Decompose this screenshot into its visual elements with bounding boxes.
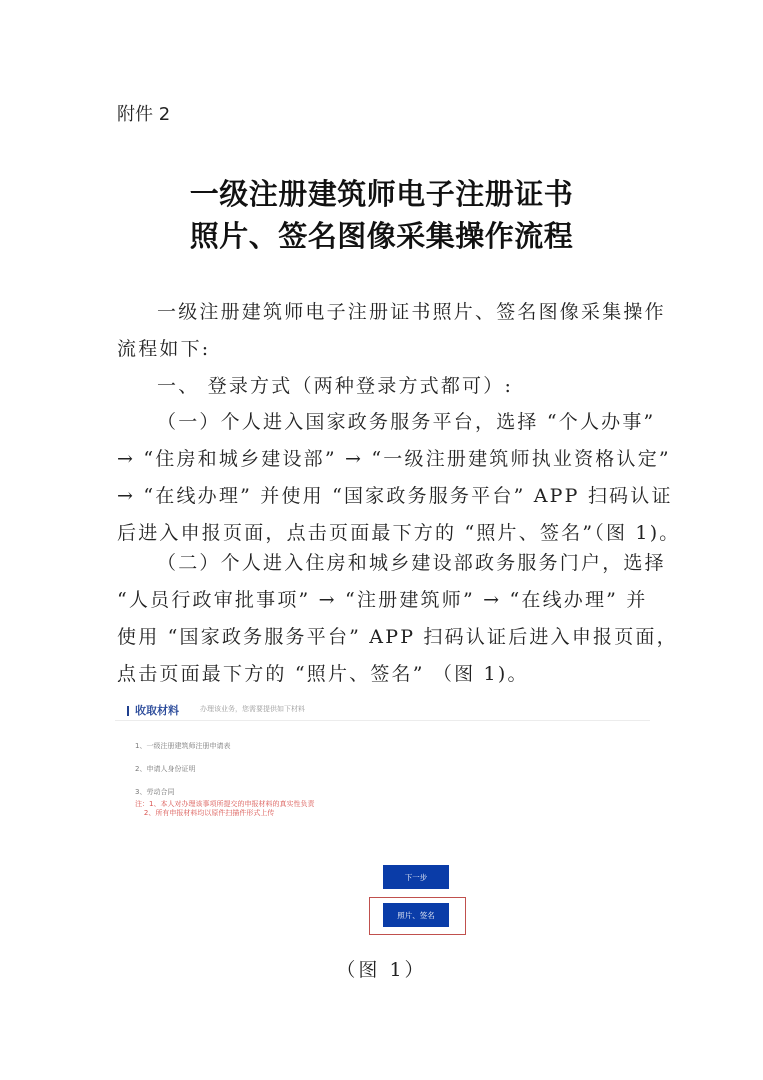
- material-item: 3、劳动合同: [135, 788, 175, 796]
- figure-caption: （图 1）: [336, 959, 427, 981]
- note-line: 注：1、本人对办理该事项所提交的申报材料的真实性负责: [135, 800, 315, 808]
- method2-paragraph: [117, 545, 678, 693]
- method1-line: → “在线办理” 并使用 “国家政务服务平台” APP 扫码认证: [117, 485, 673, 507]
- intro-line: 流程如下:: [117, 338, 211, 360]
- method1-paragraph: [117, 404, 681, 552]
- method1-line: （一）个人进入国家政务服务平台，选择 “个人办事”: [157, 411, 656, 433]
- header-accent-bar: [127, 706, 129, 716]
- figure-header-title: 收取材料: [135, 704, 179, 717]
- figure-screenshot: [115, 695, 650, 945]
- method2-line: 点击页面最下方的 “照片、签名” （图 1)。: [117, 663, 529, 685]
- photo-sign-button[interactable]: 照片、签名: [383, 903, 449, 927]
- method1-line: 后进入申报页面，点击页面最下方的 “照片、签名”（图 1)。: [117, 522, 681, 544]
- method2-line: “人员行政审批事项” → “注册建筑师” → “在线办理” 并: [117, 589, 648, 611]
- document-title-line2: 照片、签名图像采集操作流程: [189, 219, 574, 253]
- section1-heading: 一、 登录方式（两种登录方式都可）:: [157, 375, 514, 397]
- material-item: 1、一级注册建筑师注册申请表: [135, 742, 231, 750]
- method2-line: 使用 “国家政务服务平台” APP 扫码认证后进入申报页面，: [117, 626, 678, 648]
- intro-paragraph: [117, 294, 666, 405]
- method2-line: （二）个人进入住房和城乡建设部政务服务门户，选择: [157, 552, 666, 574]
- figure-header-subtitle: 办理该业务，您需要提供如下材料: [200, 705, 305, 713]
- intro-line: 一级注册建筑师电子注册证书照片、签名图像采集操作: [157, 301, 666, 323]
- material-item: 2、申请人身份证明: [135, 765, 196, 773]
- note-line: 2、所有申报材料均以原件扫描件形式上传: [135, 809, 275, 817]
- next-step-button[interactable]: 下一步: [383, 865, 449, 889]
- method1-line: → “住房和城乡建设部” → “一级注册建筑师执业资格认定”: [117, 448, 671, 470]
- figure-header: [115, 699, 650, 721]
- attachment-label: 附件 2: [117, 104, 171, 125]
- document-title-line1: 一级注册建筑师电子注册证书: [189, 177, 574, 211]
